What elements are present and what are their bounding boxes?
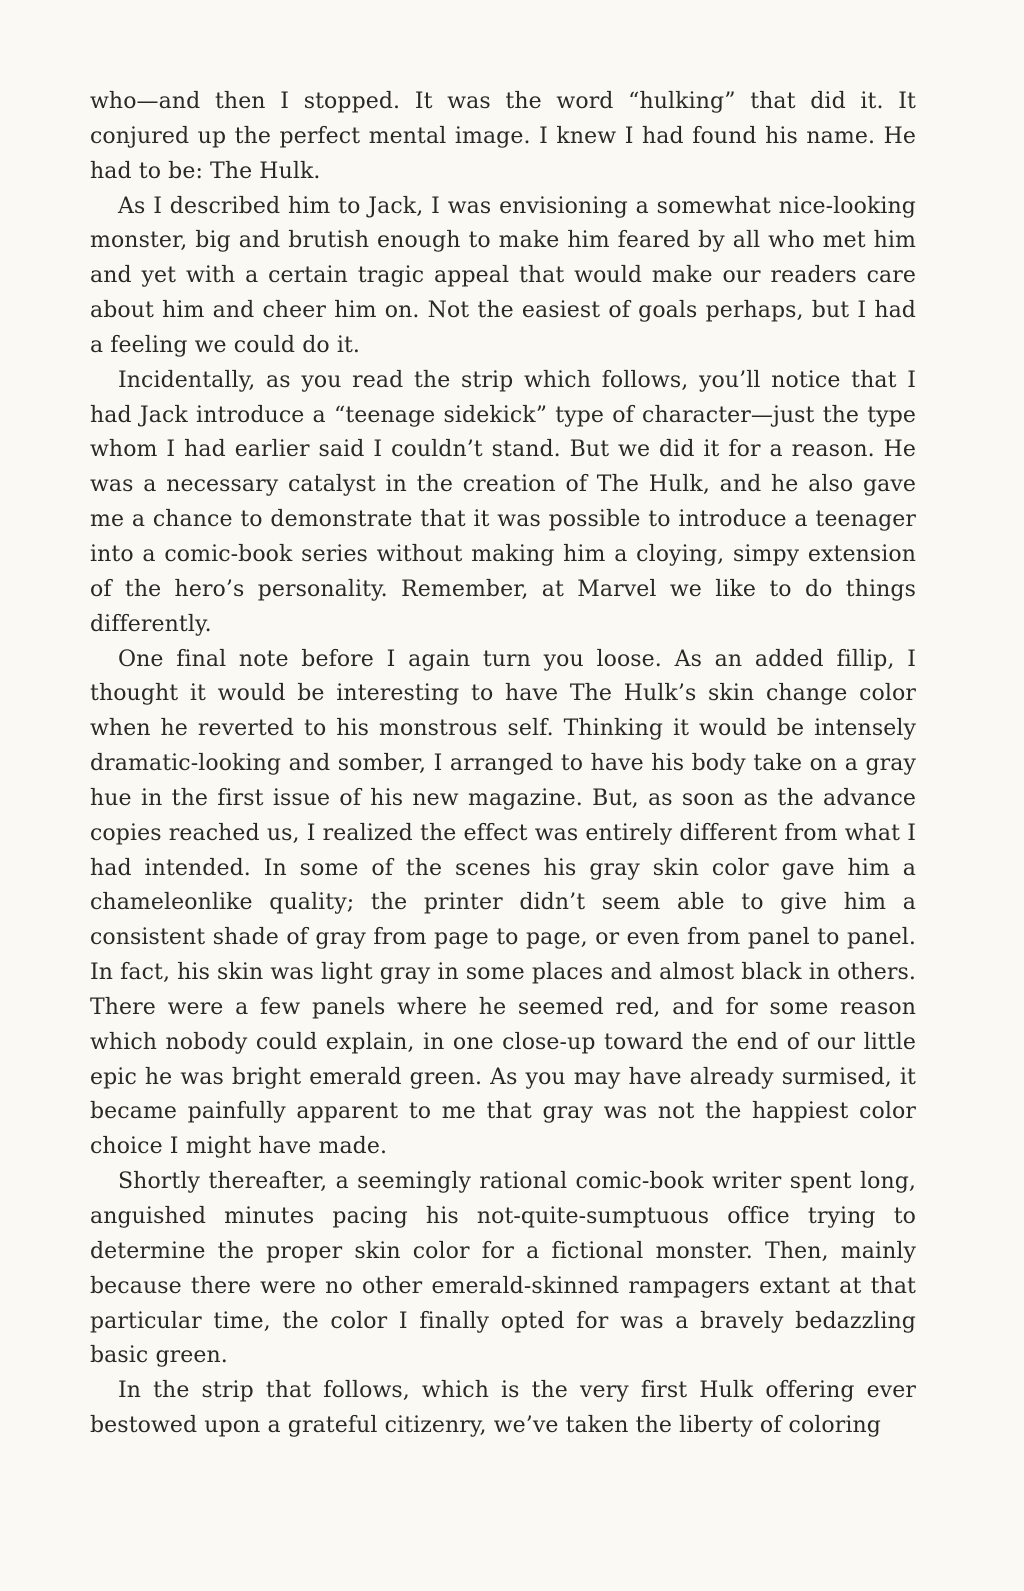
paragraph-2: As I described him to Jack, I was envisioning a somewhat nice-looking monster, big and brutish enough to make him feared by all who met him and yet with a certain tragic appeal that would make our readers care about him and cheer him on. Not the easiest of goals perhaps, but I had a feeling we could do it. [90, 193, 916, 358]
paragraph-5: Shortly thereafter, a seemingly rational comic-book writer spent long, anguished minutes pacing his not-quite-sumptuous office trying to determine the proper skin color for a fictional monster. Then, mainly because there were no other emerald-skinned rampagers extant at that particular time, the color I finally opted for was a bravely bedazzling basic green. [90, 1169, 916, 1369]
paragraph-3: Incidentally, as you read the strip which follows, you’ll notice that I had Jack introduce a “teenage sidekick” type of character—just the type whom I had earlier said I couldn’t stand. But we did it for a reason. He was a necessary catalyst in the creation of The Hulk, and he also gave me a chance to demonstrate that it was possible to introduce a teenager into a comic-book series without making him a cloying, simpy extension of the hero’s personality. Remember, at Marvel we like to do things differently. [90, 367, 916, 637]
paragraph-6: In the strip that follows, which is the very first Hulk offering ever bestowed upon a grateful citizenry, we’ve taken the liberty of coloring [90, 1378, 916, 1439]
paragraph-1: who—and then I stopped. It was the word “hulking” that did it. It conjured up the perfect mental image. I knew I had found his name. He had to be: The Hulk. [90, 89, 916, 184]
paragraph-4: One final note before I again turn you loose. As an added fillip, I thought it would be interesting to have The Hulk’s skin change color when he reverted to his monstrous self. Thinking it would be intensely dramatic-looking and somber, I arranged to have his body take on a gray hue in the first issue of his new magazine. But, as soon as the advance copies reached us, I realized the effect was entirely different from what I had intended. In some of the scenes his gray skin color gave him a chameleonlike quality; the printer didn’t seem able to give him a consistent shade of gray from page to page, or even from panel to panel. In fact, his skin was light gray in some places and almost black in others. There were a few panels where he seemed red, and for some reason which nobody could explain, in one close-up toward the end of our little epic he was bright emerald green. As you may have already surmised, it became painfully apparent to me that gray was not the happiest color choice I might have made. [90, 646, 916, 1160]
